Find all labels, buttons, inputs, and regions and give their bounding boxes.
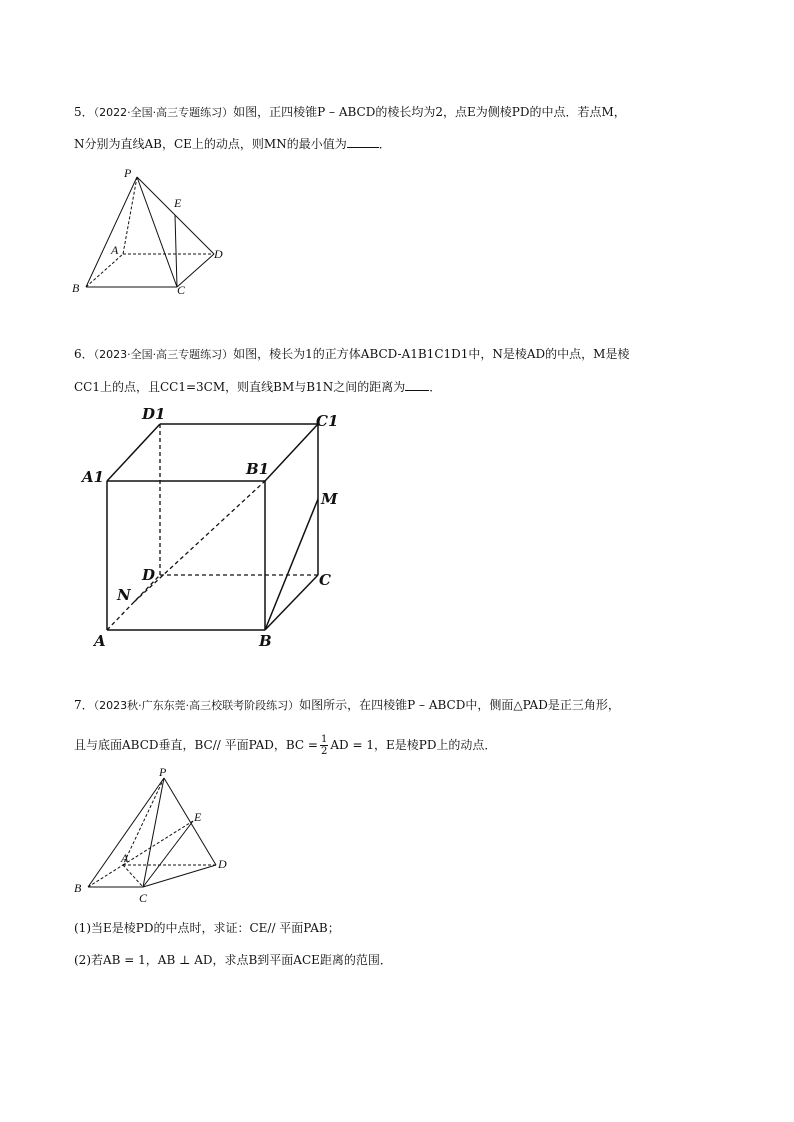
label-a: A <box>111 243 119 257</box>
label-e: E <box>174 196 182 210</box>
problem-5-text-2: N分别为直线AB，CE上的动点，则MN的最小值为 <box>74 137 347 151</box>
label-a1: A1 <box>82 468 105 486</box>
label-a: A <box>121 851 129 865</box>
problem-6-text-1: 如图，棱长为1的正方体ABCD-A1B1C1D1中，N是棱AD的中点，M是棱 <box>233 347 630 361</box>
problem-7-text-2a: 且与底面ABCD垂直，BC// 平面PAD，BC = <box>74 738 318 752</box>
fraction-numerator: 1 <box>321 734 328 745</box>
label-d: D <box>214 247 223 261</box>
label-c1: C1 <box>316 412 339 430</box>
edge-pd <box>164 778 216 865</box>
edge-cd <box>143 865 216 887</box>
label-a: A <box>94 632 106 650</box>
edge-ba <box>88 865 123 887</box>
label-c: C <box>177 283 186 297</box>
fraction-denominator: 2 <box>321 746 328 757</box>
label-d: D <box>218 857 227 871</box>
label-p: P <box>159 765 167 779</box>
label-b1: B1 <box>246 460 270 478</box>
label-d: D <box>142 566 156 584</box>
problem-7-source: （2023秋·广东东莞·高三校联考阶段练习） <box>93 699 300 712</box>
problem-7-subquestion-1 <box>74 919 754 937</box>
edge-pa <box>123 778 164 865</box>
label-m: M <box>321 490 338 508</box>
label-d1: D1 <box>142 405 166 423</box>
label-b: B <box>259 632 272 650</box>
problem-7-text-2b: AD = 1，E是棱PD上的动点． <box>330 738 497 752</box>
problem-5-number: 5． <box>74 105 94 119</box>
label-c: C <box>319 571 331 589</box>
edge-ac <box>123 865 143 887</box>
problem-7-sub1-text: (1)当E是棱PD的中点时，求证：CE// 平面PAB； <box>74 921 340 935</box>
edge-pc <box>143 778 164 887</box>
label-b: B <box>72 281 80 295</box>
label-n: N <box>117 586 131 604</box>
problem-5-source: （2022·全国·高三专题练习） <box>93 106 234 119</box>
problem-6-period: ． <box>429 380 442 394</box>
label-c: C <box>139 891 148 905</box>
problem-7-number: 7． <box>74 698 94 712</box>
problem-5-period: ． <box>378 137 391 151</box>
problem-7-subquestion-2 <box>74 951 754 969</box>
problem-6-number: 6． <box>74 347 94 361</box>
problem-7-text-1: 如图所示，在四棱锥P – ABCD中，侧面△PAD是正三角形， <box>299 698 620 712</box>
edge-pb <box>88 778 164 887</box>
problem-5-text-1: 如图，正四棱锥P – ABCD的棱长均为2，点E为侧棱PD的中点．若点M， <box>233 105 626 119</box>
problem-6-text-2: CC1上的点，且CC1=3CM，则直线BM与B1N之间的距离为 <box>74 380 406 394</box>
edge-ce <box>143 821 193 887</box>
problem-6-source: （2023·全国·高三专题练习） <box>93 348 234 361</box>
label-e: E <box>194 810 202 824</box>
problem-7-sub2-text: (2)若AB = 1，AB ⊥ AD，求点B到平面ACE距离的范围． <box>74 953 392 967</box>
label-p: P <box>124 166 132 180</box>
label-b: B <box>74 881 82 895</box>
